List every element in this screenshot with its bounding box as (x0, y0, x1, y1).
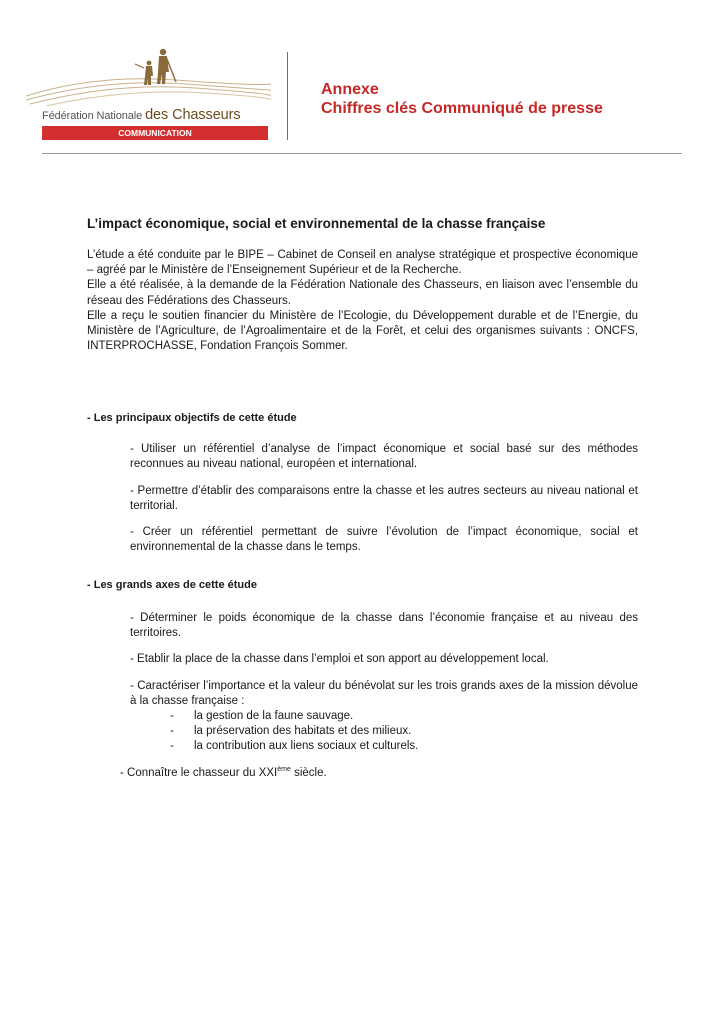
last-item-suffix: siècle. (290, 766, 327, 779)
annex-title (321, 80, 603, 118)
last-axis-item (120, 766, 327, 779)
sub-item-text: la gestion de la faune sauvage. (194, 710, 354, 722)
annex-line2: Chiffres clés Communiqué de presse (321, 100, 603, 117)
sub-dash: - (170, 710, 174, 722)
section-axes-heading: - Les grands axes de cette étude (87, 579, 257, 591)
sub-item-text: la contribution aux liens sociaux et culturels. (194, 740, 419, 752)
sub-item (170, 709, 353, 724)
axis-item: - Déterminer le poids économique de la chasse dans l’économie française et au niveau des territoires. (130, 612, 638, 640)
org-name (42, 107, 282, 123)
intro-paragraph: Elle a été réalisée, à la demande de la Fédération Nationale des Chasseurs, en liaison avec l’ensemble du réseau des Fédérations des Chasseurs. (87, 279, 638, 307)
annex-line1: Annexe (321, 81, 379, 98)
section-objectives-heading: - Les principaux objectifs de cette étude (87, 412, 297, 424)
sub-item (170, 724, 411, 739)
century-suffix: ème (277, 766, 291, 773)
fnc-logo (26, 44, 271, 140)
intro-paragraph: Elle a reçu le soutien financier du Ministère de l’Ecologie, du Développement durable et de l’Energie, du Ministère de l’Agriculture, de l’Agroalimentaire et de la Forêt, et celui des organismes suivants : ONCFS, INTERPROCHASSE, Fondation François Sommer. (87, 309, 638, 353)
sub-dash: - (170, 740, 174, 752)
header-rule (42, 153, 682, 154)
axis-item: - Etablir la place de la chasse dans l’emploi et son apport au développement local. (130, 653, 549, 665)
objective-item: - Utiliser un référentiel d’analyse de l’impact économique et social basé sur des méthodes reconnues au niveau national, européen et international. (130, 443, 638, 471)
axis-item: - Caractériser l’importance et la valeur du bénévolat sur les trois grands axes de la mission dévolue à la chasse française : (130, 680, 638, 708)
intro-paragraph: L’étude a été conduite par le BIPE – Cabinet de Conseil en analyse stratégique et prospective économique – agréé par le Ministère de l’Enseignement Supérieur et de la Recherche. (87, 249, 638, 277)
department-badge: COMMUNICATION (42, 126, 268, 140)
sub-dash: - (170, 725, 174, 737)
sub-item-text: la préservation des habitats et des milieux. (194, 725, 412, 737)
last-item-prefix: - Connaître le chasseur du XXI (120, 766, 278, 779)
org-name-small: Fédération Nationale (42, 110, 143, 122)
sub-item (170, 739, 418, 754)
objective-item: - Permettre d’établir des comparaisons entre la chasse et les autres secteurs au niveau national et territorial. (130, 485, 638, 513)
objective-item: - Créer un référentiel permettant de suivre l’évolution de l’impact économique, social et environnemental de la chasse dans le temps. (130, 526, 638, 554)
header-divider (287, 52, 288, 140)
hunters-landscape-icon (26, 44, 271, 106)
intro-text (87, 248, 638, 354)
page-title: L’impact économique, social et environnemental de la chasse française (87, 216, 546, 231)
org-name-big: des Chasseurs (145, 107, 241, 123)
